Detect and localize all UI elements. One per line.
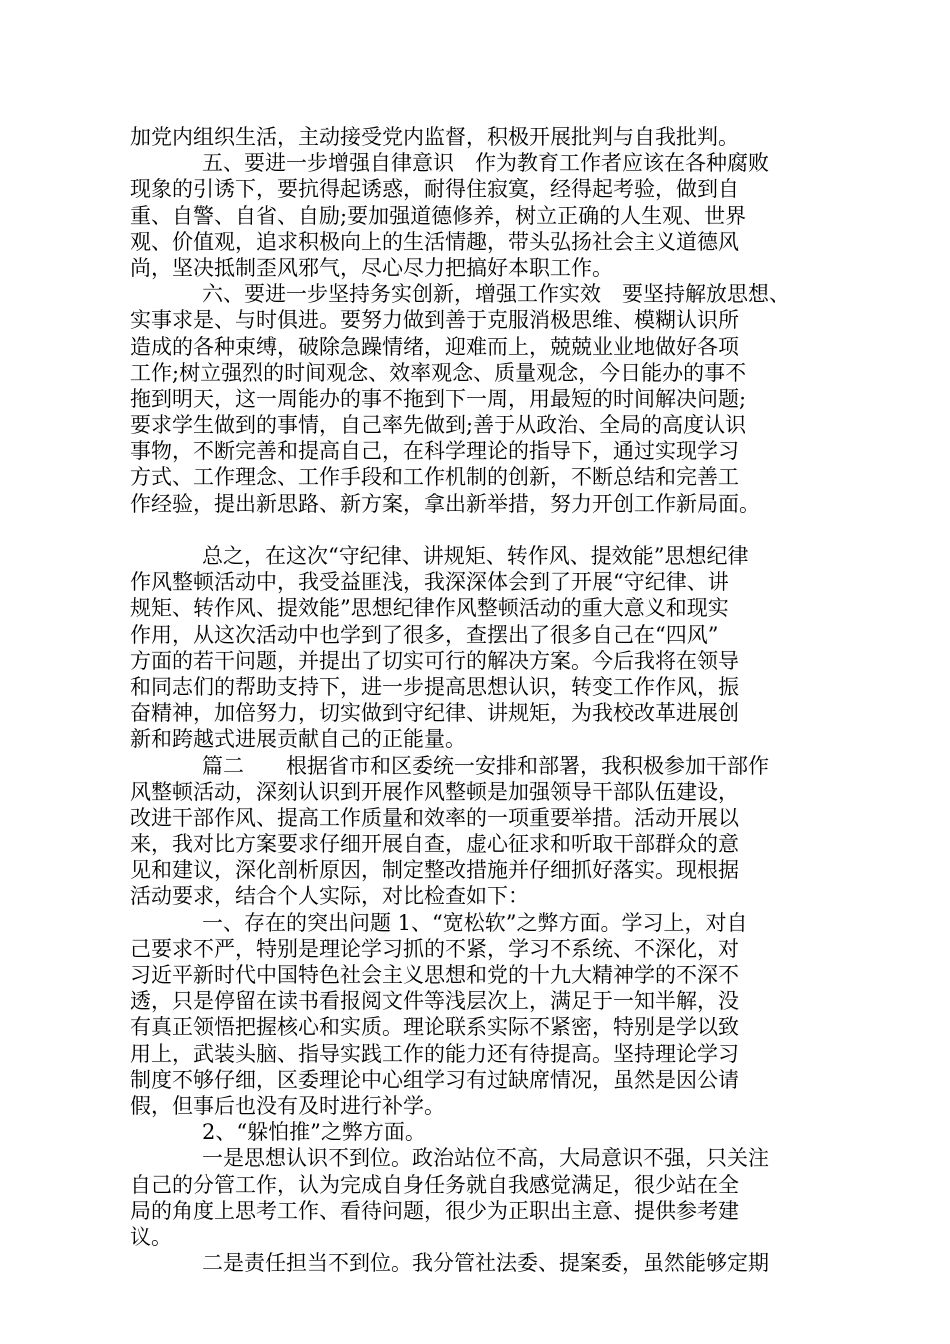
text-line: 风整顿活动，深刻认识到开展作风整顿是加强领导干部队伍建设，	[130, 779, 739, 804]
blank-line	[130, 517, 830, 543]
text-line: 局的角度上思考工作、看待问题，很少为正职出主意、提供参考建	[130, 1198, 739, 1223]
document-body	[130, 124, 830, 1276]
text-line: 透，只是停留在读书看报阅文件等浅层次上，满足于一知半解，没	[130, 989, 739, 1014]
text-line: 作经验，提出新思路、新方案，拿出新举措，努力开创工作新局面。	[130, 491, 760, 516]
text-line: 观、价值观，追求积极向上的生活情趣，带头弘扬社会主义道德风	[130, 229, 739, 254]
text-line: 工作;树立强烈的时间观念、效率观念、质量观念，今日能办的事不	[130, 360, 747, 385]
text-line: 假，但事后也没有及时进行补学。	[130, 1093, 445, 1118]
text-line: 尚，坚决抵制歪风邪气，尽心尽力把搞好本职工作。	[130, 255, 613, 280]
text-line: 五、要进一步增强自律意识 作为教育工作者应该在各种腐败	[202, 151, 769, 176]
text-line: 活动要求，结合个人实际，对比检查如下：	[130, 884, 529, 909]
text-line: 一是思想认识不到位。政治站位不高，大局意识不强，只关注	[202, 1146, 769, 1171]
text-line: 新和跨越式进展贡献自己的正能量。	[130, 727, 466, 752]
text-line: 方式、工作理念、工作手段和工作机制的创新，不断总结和完善工	[130, 465, 739, 490]
text-line: 有真正领悟把握核心和实质。理论联系实际不紧密，特别是学以致	[130, 1015, 739, 1040]
text-line: 和同志们的帮助支持下，进一步提高思想认识，转变工作作风，振	[130, 674, 739, 699]
text-line: 方面的若干问题，并提出了切实可行的解决方案。今后我将在领导	[130, 648, 739, 673]
text-line: 实事求是、与时俱进。要努力做到善于克服消极思维、模糊认识所	[130, 308, 739, 333]
text-line: 用上，武装头脑、指导实践工作的能力还有待提高。坚持理论学习	[130, 1041, 739, 1066]
text-line: 己要求不严，特别是理论学习抓的不紧，学习不系统、不深化，对	[130, 936, 739, 961]
text-line: 重、自警、自省、自励;要加强道德修养，树立正确的人生观、世界	[130, 203, 747, 228]
text-line: 二是责任担当不到位。我分管社法委、提案委，虽然能够定期	[202, 1251, 769, 1276]
text-line: 事物，不断完善和提高自己，在科学理论的指导下，通过实现学习	[130, 439, 739, 464]
text-line: 六、要进一步坚持务实创新，增强工作实效 要坚持解放思想、	[202, 282, 790, 307]
text-line: 篇二 根据省市和区委统一安排和部署，我积极参加干部作	[202, 753, 769, 778]
text-line: 规矩、转作风、提效能”思想纪律作风整顿活动的重大意义和现实	[130, 596, 729, 621]
text-line: 议。	[130, 1224, 172, 1249]
text-line: 加党内组织生活，主动接受党内监督，积极开展批判与自我批判。	[130, 125, 739, 149]
text-line: 2、“躲怕推”之弊方面。	[202, 1120, 426, 1145]
text-line: 作风整顿活动中，我受益匪浅，我深深体会到了开展“守纪律、讲	[130, 570, 729, 595]
text-line: 制度不够仔细，区委理论中心组学习有过缺席情况，虽然是因公请	[130, 1067, 739, 1092]
text-line: 来，我对比方案要求仔细开展自查，虚心征求和听取干部群众的意	[130, 832, 739, 857]
text-line: 造成的各种束缚，破除急躁情绪，迎难而上，兢兢业业地做好各项	[130, 334, 739, 359]
text-line: 作用，从这次活动中也学到了很多，查摆出了很多自己在“四风”	[130, 622, 719, 647]
text-line: 改进干部作风、提高工作质量和效率的一项重要举措。活动开展以	[130, 805, 739, 830]
text-line: 习近平新时代中国特色社会主义思想和党的十九大精神学的不深不	[130, 963, 739, 987]
text-line: 见和建议，深化剖析原因，制定整改措施并仔细抓好落实。现根据	[130, 858, 739, 883]
text-line: 自己的分管工作，认为完成自身任务就自我感觉满足，很少站在全	[130, 1172, 739, 1197]
text-line: 一、存在的突出问题 1、“宽松软”之弊方面。学习上，对自	[202, 910, 748, 935]
text-line: 奋精神，加倍努力，切实做到守纪律、讲规矩，为我校改革进展创	[130, 701, 739, 726]
text-line: 要求学生做到的事情，自己率先做到;善于从政治、全局的高度认识	[130, 413, 747, 438]
text-line: 现象的引诱下，要抗得起诱惑，耐得住寂寞，经得起考验，做到自	[130, 177, 739, 202]
text-line: 总之，在这次“守纪律、讲规矩、转作风、提效能”思想纪律	[202, 544, 749, 568]
text-line: 拖到明天，这一周能办的事不拖到下一周，用最短的时间解决问题;	[130, 386, 747, 411]
